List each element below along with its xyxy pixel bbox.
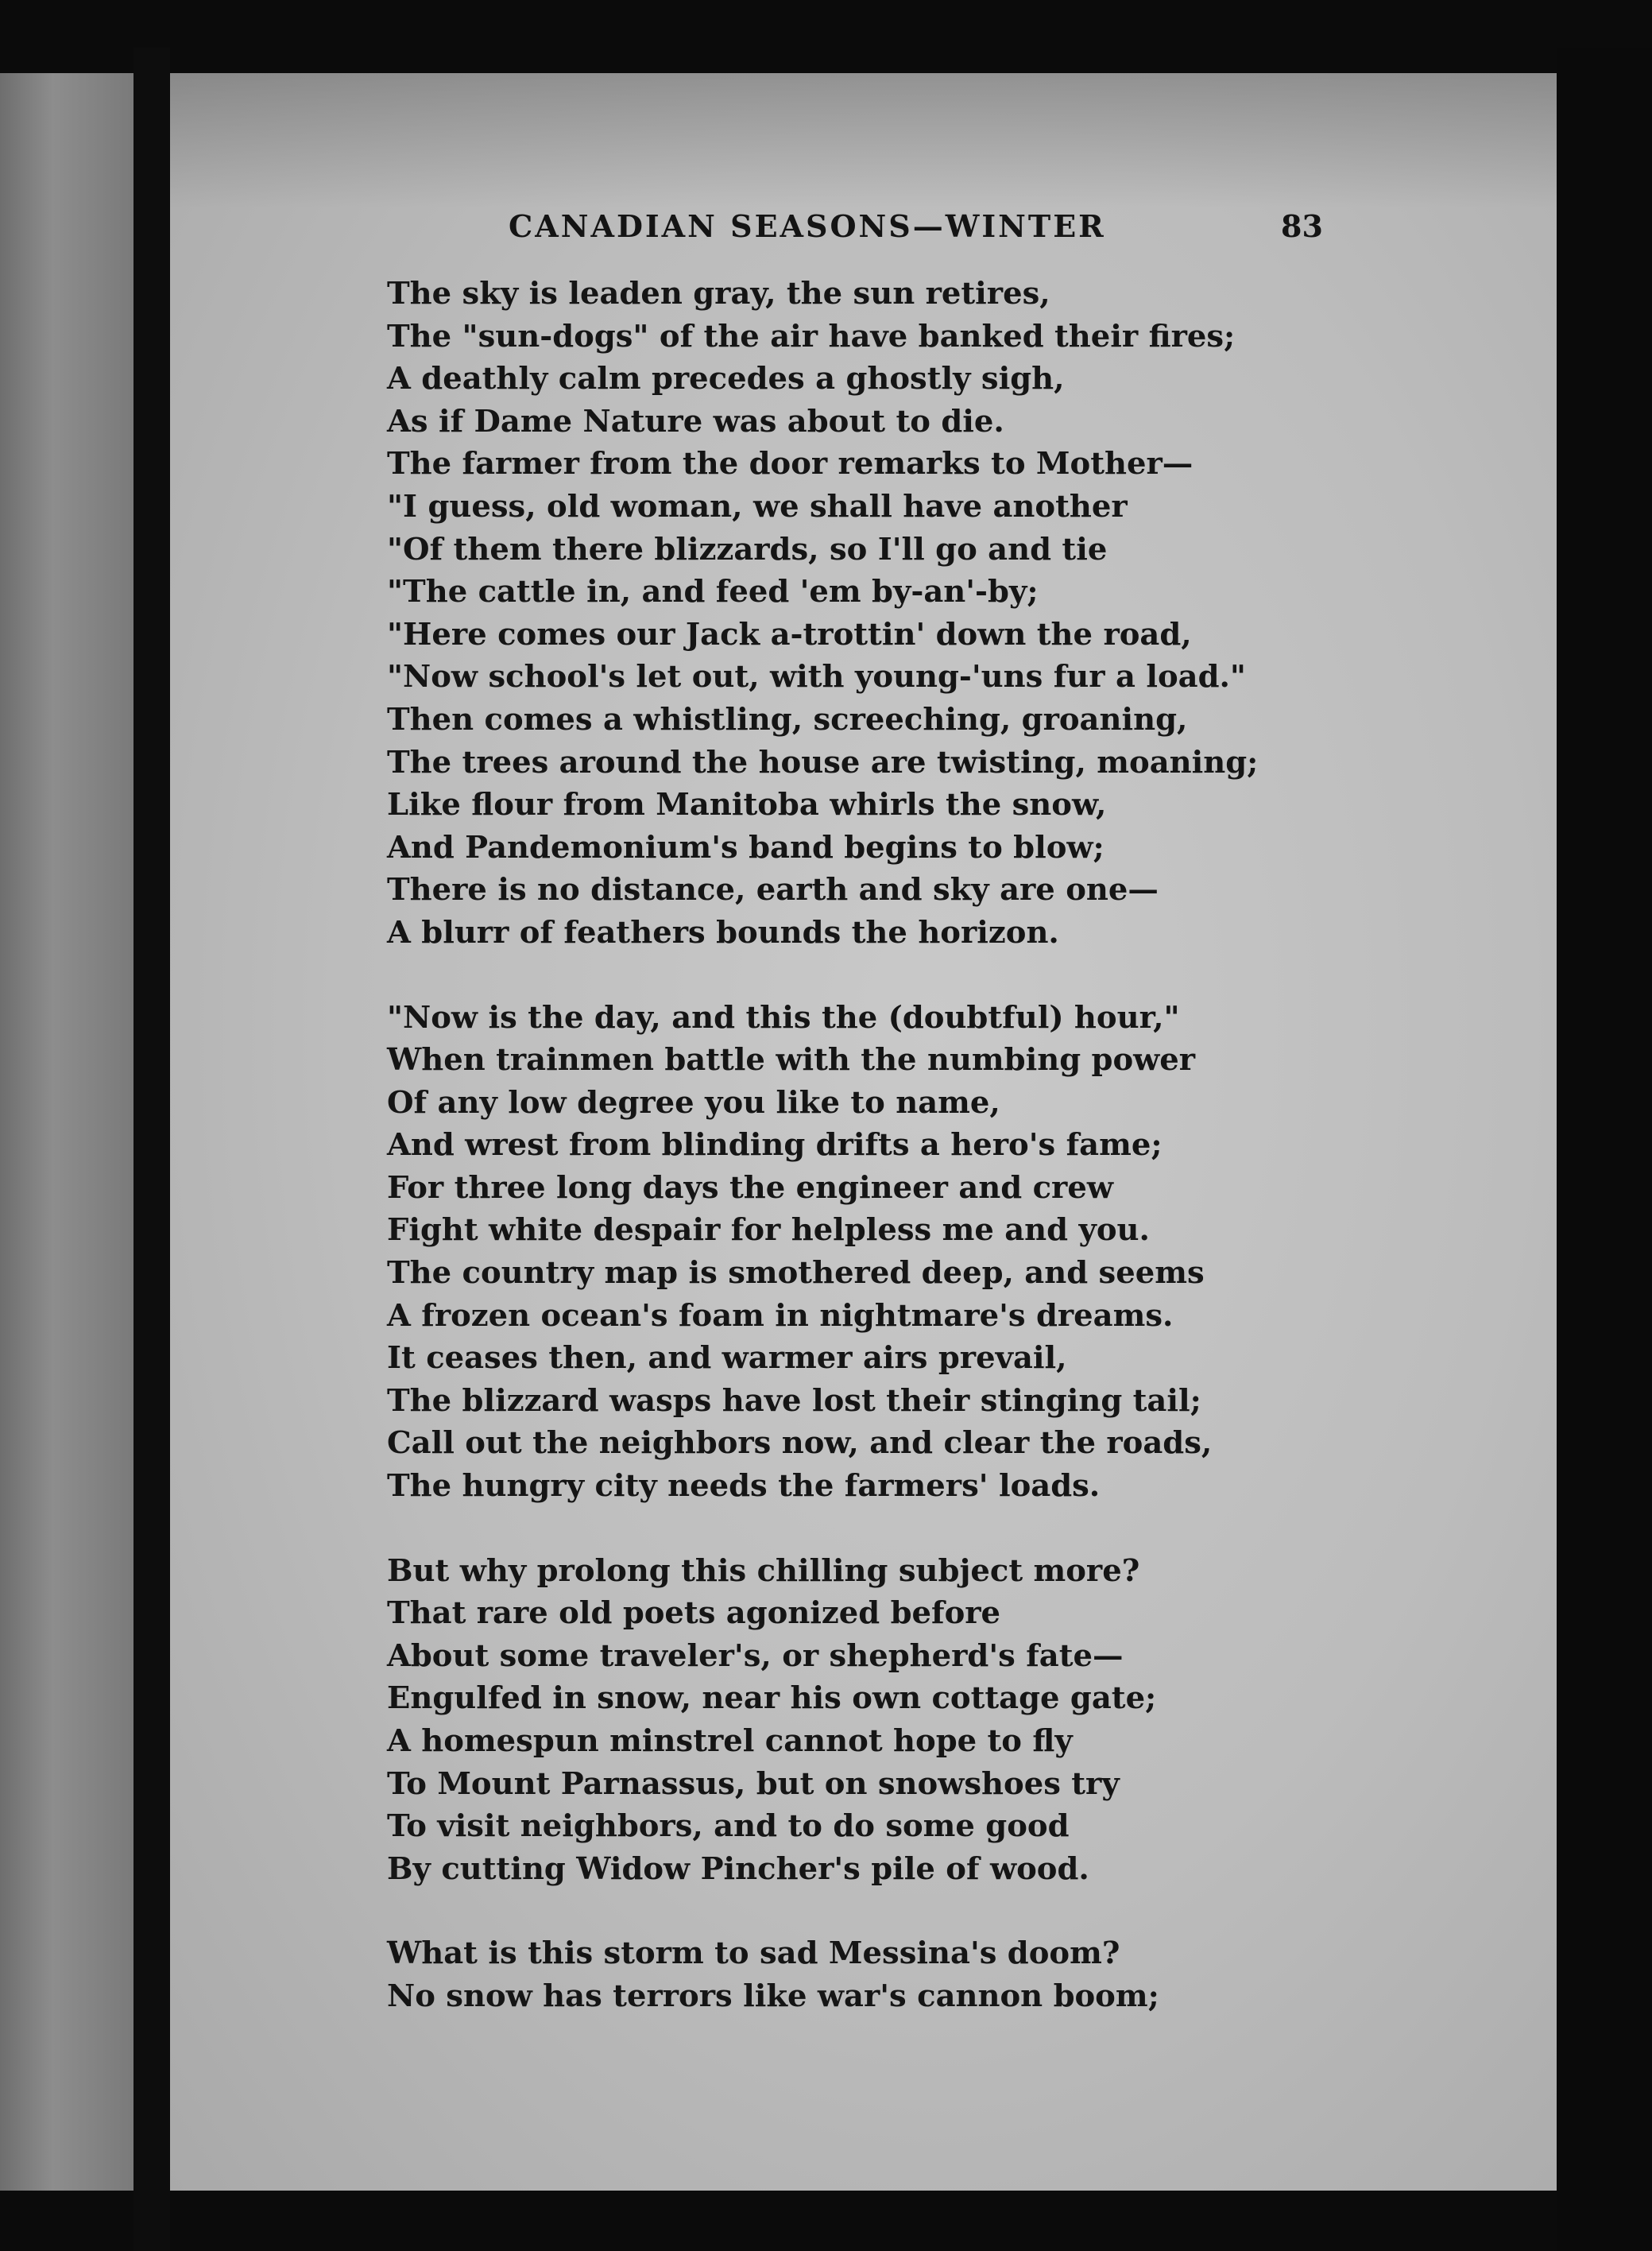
poem-line: It ceases then, and warmer airs prevail, — [387, 1340, 1067, 1377]
poem-line: To visit neighbors, and to do some good — [387, 1808, 1070, 1845]
poem-line: The hungry city needs the farmers' loads. — [387, 1468, 1101, 1505]
poem-line: Of any low degree you like to name, — [387, 1084, 1000, 1121]
running-head: CANADIAN SEASONS—WINTER — [509, 208, 1106, 244]
poem-line: That rare old poets agonized before — [387, 1595, 1001, 1632]
scan-border — [1557, 48, 1652, 2251]
poem-line: The "sun-dogs" of the air have banked their fires; — [387, 318, 1236, 355]
stanza-1 — [387, 273, 1309, 955]
poem-line: As if Dame Nature was about to die. — [387, 403, 1004, 440]
poem-line: "Now is the day, and this the (doubtful) hour," — [387, 999, 1180, 1036]
facing-page-edge — [0, 73, 133, 2191]
stanza-3 — [387, 1550, 1309, 1891]
poem-line: The blizzard wasps have lost their stinging tail; — [387, 1382, 1201, 1419]
poem-line: Fight white despair for helpless me and you. — [387, 1212, 1150, 1249]
poem-line: Then comes a whistling, screeching, groaning, — [387, 701, 1188, 738]
poem-line: Like flour from Manitoba whirls the snow, — [387, 787, 1107, 823]
poem-line: A deathly calm precedes a ghostly sigh, — [387, 361, 1065, 397]
poem-line: The country map is smothered deep, and seems — [387, 1255, 1205, 1292]
poem-line: The sky is leaden gray, the sun retires, — [387, 276, 1050, 312]
poem-line: Call out the neighbors now, and clear the roads, — [387, 1425, 1213, 1462]
book-gutter — [133, 48, 170, 2251]
stanza-2 — [387, 997, 1309, 1508]
poem-line: "Of them there blizzards, so I'll go and tie — [387, 531, 1108, 568]
poem-line: But why prolong this chilling subject more? — [387, 1552, 1140, 1589]
poem-line: A blurr of feathers bounds the horizon. — [387, 914, 1059, 951]
poem-line: No snow has terrors like war's cannon boom; — [387, 1978, 1159, 2014]
poem-line: And wrest from blinding drifts a hero's fame; — [387, 1127, 1163, 1164]
poem-line: To Mount Parnassus, but on snowshoes try — [387, 1765, 1120, 1802]
poem-body — [387, 273, 1309, 2018]
poem-line: By cutting Widow Pincher's pile of wood. — [387, 1850, 1089, 1887]
poem-line: "The cattle in, and feed 'em by-an'-by; — [387, 574, 1039, 610]
poem-line: And Pandemonium's band begins to blow; — [387, 829, 1105, 866]
poem-line: A homespun minstrel cannot hope to fly — [387, 1723, 1073, 1759]
poem-line: "Here comes our Jack a-trottin' down the road, — [387, 616, 1192, 653]
poem-line: "I guess, old woman, we shall have another — [387, 488, 1128, 525]
poem-line: When trainmen battle with the numbing power — [387, 1042, 1196, 1079]
poem-line: The farmer from the door remarks to Mother— — [387, 446, 1194, 482]
poem-line: There is no distance, earth and sky are one— — [387, 872, 1159, 909]
stanza-4 — [387, 1932, 1309, 2017]
page-number: 83 — [1281, 208, 1323, 244]
poem-line: For three long days the engineer and crew — [387, 1169, 1113, 1206]
poem-line: What is this storm to sad Messina's doom? — [387, 1935, 1120, 1972]
poem-line: About some traveler's, or shepherd's fate— — [387, 1637, 1124, 1674]
poem-line: The trees around the house are twisting, moaning; — [387, 744, 1259, 781]
poem-line: Engulfed in snow, near his own cottage gate; — [387, 1680, 1157, 1717]
poem-line: A frozen ocean's foam in nightmare's dreams. — [387, 1297, 1174, 1334]
poem-line: "Now school's let out, with young-'uns fur a load." — [387, 659, 1246, 695]
